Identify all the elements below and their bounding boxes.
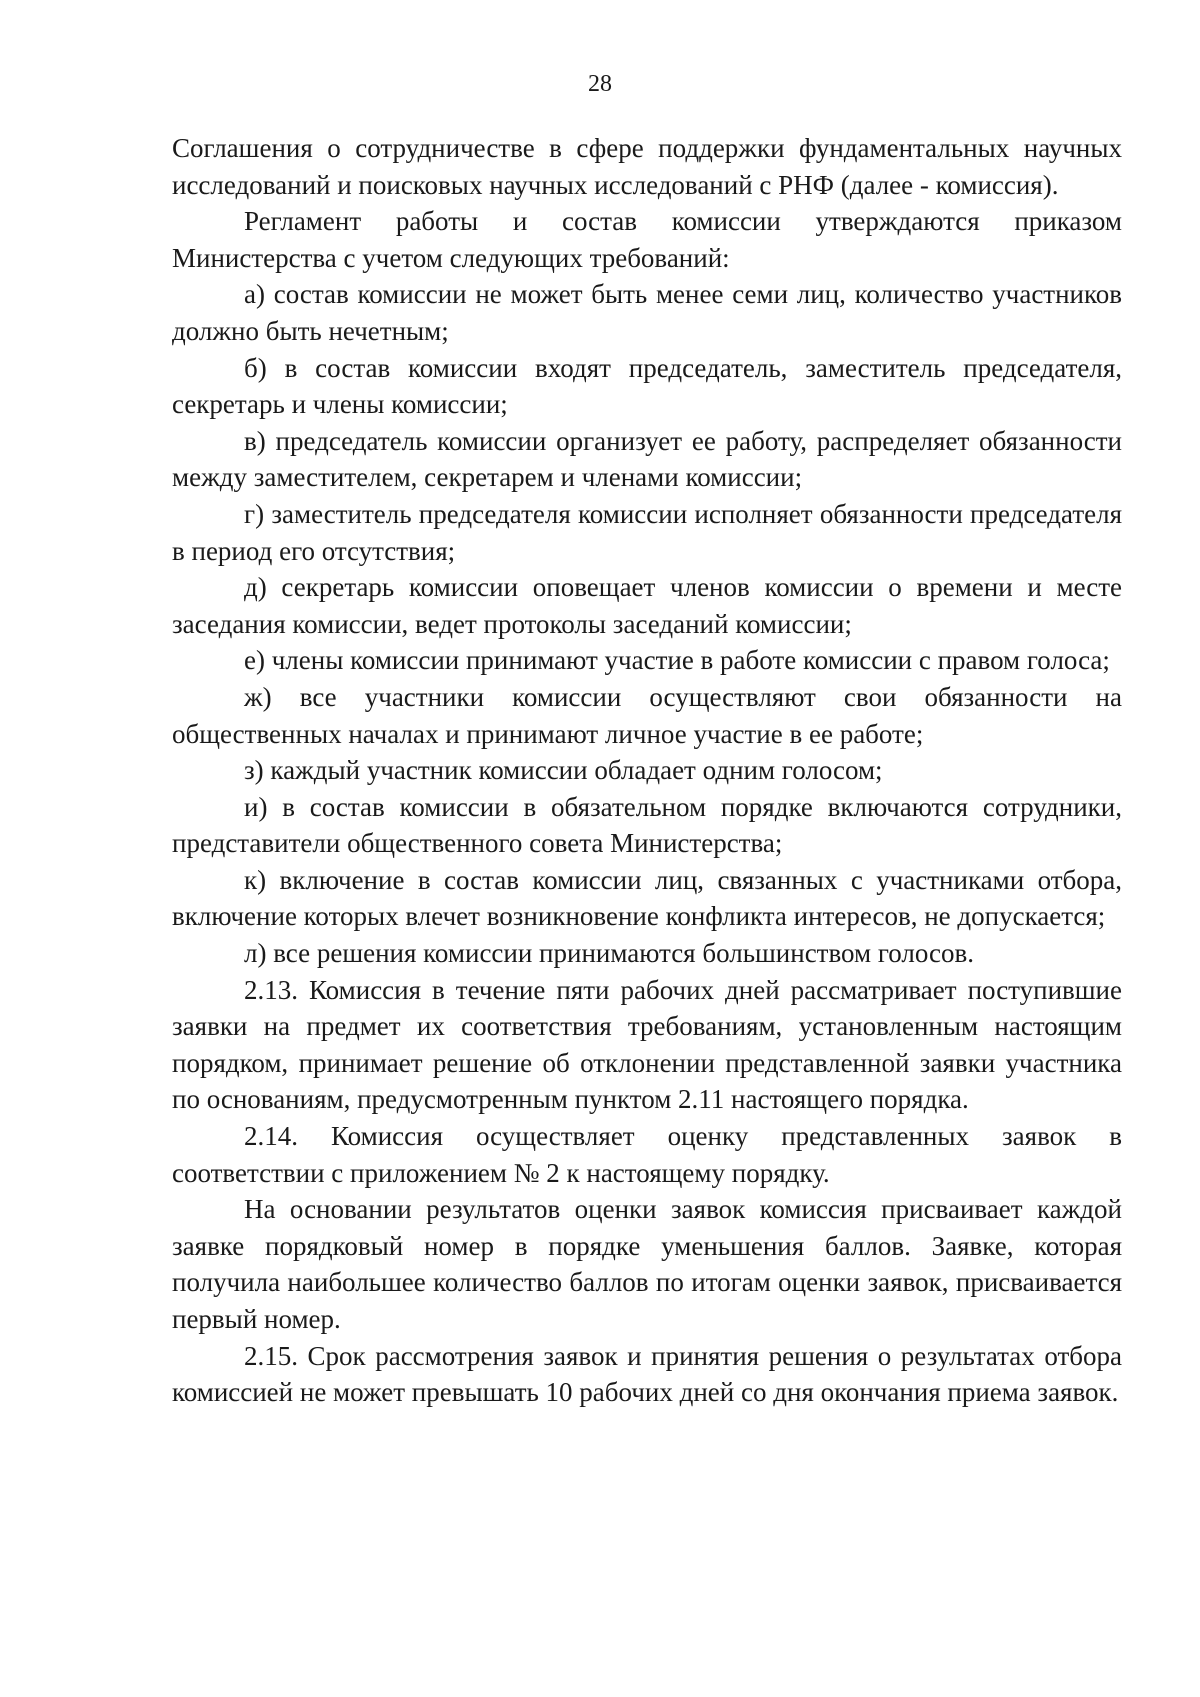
list-item-b: б) в состав комиссии входят председатель, заместитель председателя, секретарь и члены комиссии; (172, 352, 1122, 420)
list-item-d: д) секретарь комиссии оповещает членов комиссии о времени и месте заседания комиссии, ведет протоколы заседаний комиссии; (172, 572, 1122, 639)
page-number: 28 (588, 71, 612, 97)
list-item-v: в) председатель комиссии организует ее работу, распределяет обязанности между заместителем, секретарем и членами комиссии; (172, 425, 1122, 493)
paragraph-ranking: На основании результатов оценки заявок комиссия присваивает каждой заявке порядковый номер в порядке уменьшения баллов. Заявке, которая получила наибольшее количество баллов по итогам оценки заявок, присваивается первый номер. (172, 1194, 1122, 1334)
list-item-l: л) все решения комиссии принимаются большинством голосов. (244, 938, 975, 969)
list-item-i: и) в состав комиссии в обязательном порядке включаются сотрудники, представители общественного совета Министерства; (172, 791, 1122, 859)
list-item-k: к) включение в состав комиссии лиц, связанных с участниками отбора, включение которых влечет возникновение конфликта интересов, не допускается; (172, 864, 1122, 932)
list-item-a: а) состав комиссии не может быть менее семи лиц, количество участников должно быть нечетным; (172, 279, 1122, 346)
section-2-14: 2.14. Комиссия осуществляет оценку представленных заявок в соответствии с приложением № 2 к настоящему порядку. (172, 1121, 1122, 1188)
list-item-e: е) члены комиссии принимают участие в работе комиссии с правом голоса; (244, 645, 1110, 676)
paragraph-continuation: Соглашения о сотрудничестве в сфере поддержки фундаментальных научных исследований и поисковых научных исследований с РНФ (далее - комиссия). (172, 133, 1122, 200)
section-2-15: 2.15. Срок рассмотрения заявок и принятия решения о результатах отбора комиссией не может превышать 10 рабочих дней со дня окончания приема заявок. (172, 1340, 1122, 1408)
paragraph-regulation-intro: Регламент работы и состав комиссии утверждаются приказом Министерства с учетом следующих требований: (172, 206, 1122, 273)
list-item-z: з) каждый участник комиссии обладает одним голосом; (244, 755, 883, 786)
list-item-g: г) заместитель председателя комиссии исполняет обязанности председателя в период его отсутствия; (172, 498, 1122, 566)
document-body (172, 130, 1122, 1411)
list-item-zh: ж) все участники комиссии осуществляют свои обязанности на общественных началах и принимают личное участие в ее работе; (172, 681, 1122, 749)
section-2-13: 2.13. Комиссия в течение пяти рабочих дней рассматривает поступившие заявки на предмет их соответствия требованиям, установленным настоящим порядком, принимает решение об отклонении представленной заявки участника по основаниям, предусмотренным пунктом 2.11 настоящего порядка. (172, 974, 1122, 1115)
